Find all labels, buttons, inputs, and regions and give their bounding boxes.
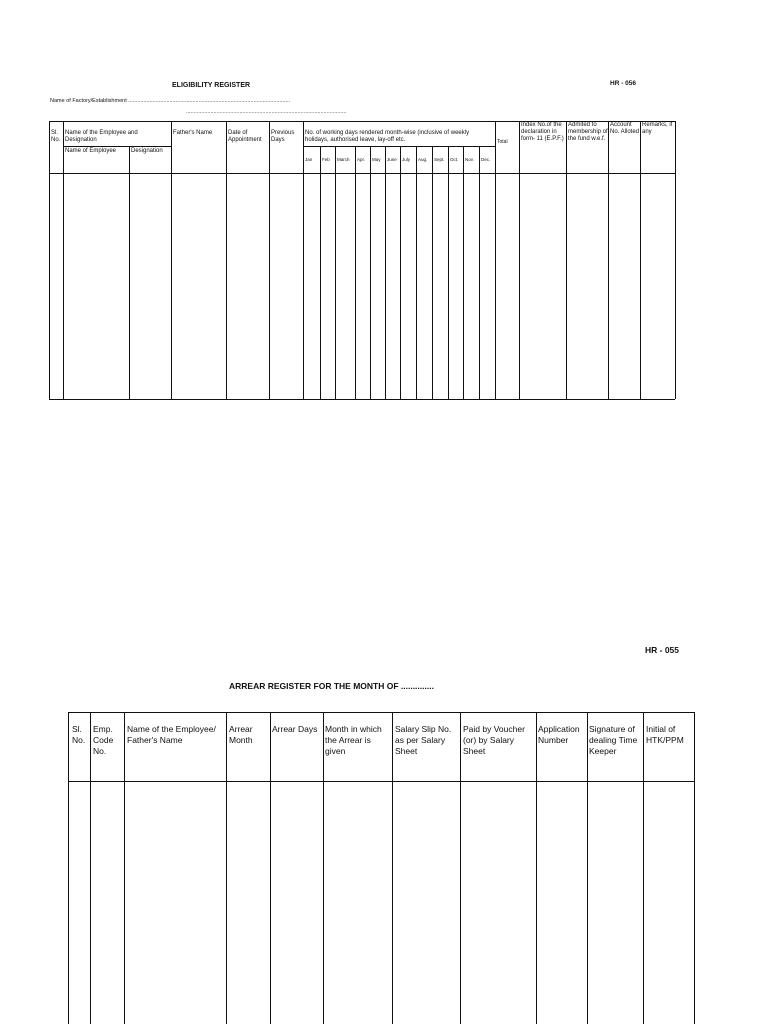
hdr-remarks: Remarks, if any [642,122,673,135]
month-oct: Oct. [450,157,459,162]
arrear-hdr-salary-slip: Salary Slip No. as per Salary Sheet [395,724,452,756]
form2-code: HR - 055 [645,645,680,655]
hdr-emp-name-desig: Name of the Employee and Designation [65,130,138,143]
month-jan: Jan [305,157,313,162]
hdr-date-of-appointment: Date of Appointment [228,130,262,143]
hdr-index-no: Index No.of the declaration in form- 11 (E.P.F.) [521,122,564,142]
hdr-admitted: Admited to membership of the fund w.e.f. [568,122,608,142]
month-march: March [337,157,350,162]
hdr-working-days: No. of working days rendered month-wise (inclusive of weekly holidays, authorised leave, lay-off etc. [305,130,470,143]
hdr-name-of-employee: Name of Employee [65,148,117,154]
hdr-fathers-name: Father's Name [173,130,213,136]
arrear-hdr-signature: Signature of dealing Time Keeper [589,724,638,756]
arrear-hdr-employee-name: Name of the Employee/ Father's Name [127,724,216,745]
month-apr: Apr. [357,157,366,162]
hdr-account-no: Account No. Alloted [610,122,640,135]
factory-label-line2: ......................................................................................................... [186,109,347,115]
month-june: June [387,157,397,162]
hdr-designation: Designation [131,148,163,154]
arrear-hdr-application-number: Application Number [538,724,580,745]
arrear-hdr-month-given: Month in which the Arrear is given [325,724,382,756]
month-may: May [372,157,381,162]
factory-label: Name of Factory/Establishment .......................................................................................................... [50,98,291,104]
month-nov: Nov. [465,157,474,162]
month-july: July [402,157,411,162]
month-feb: Feb [322,157,330,162]
hdr-previous-days: Previous Days [271,130,295,143]
form1-title: ELIGIBILITY REGISTER [172,82,251,89]
hdr-total: Total [497,139,508,145]
hdr-sl-no: Sl. No. [51,130,61,143]
arrear-hdr-initial: Initial of HTK/PPM [646,724,684,745]
month-sept: Sept. [434,157,445,162]
month-dec: Dec. [481,157,491,162]
form1-code: HR - 056 [610,80,637,87]
form2-title: ARREAR REGISTER FOR THE MONTH OF .............. [229,681,434,691]
arrear-hdr-arrear-month: Arrear Month [229,724,253,745]
arrear-hdr-paid-by: Paid by Voucher (or) by Salary Sheet [463,724,525,756]
arrear-hdr-emp-code: Emp. Code No. [93,724,114,756]
month-aug: Aug. [418,157,428,162]
arrear-hdr-sl-no: Sl. No. [72,724,86,745]
arrear-hdr-arrear-days: Arrear Days [272,724,318,734]
